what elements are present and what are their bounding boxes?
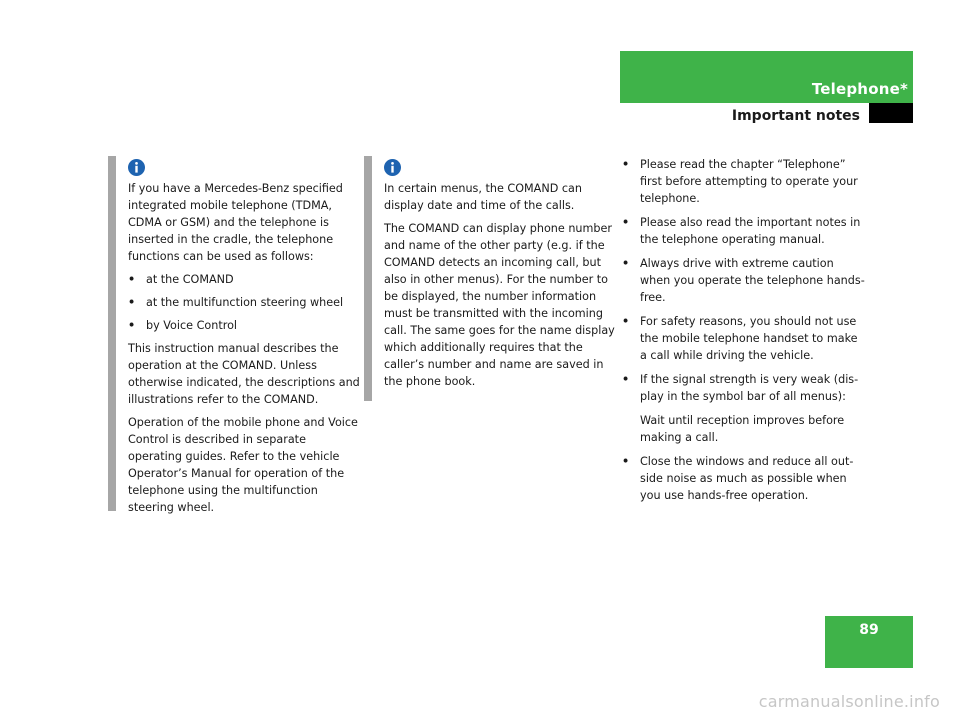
page-number: 89: [859, 622, 879, 638]
info-paragraph: In certain menus, the COMAND can display date and time of the calls.: [384, 182, 582, 212]
section-subtitle: Important notes: [731, 108, 860, 124]
info-icon: [384, 159, 401, 176]
list-item: • at the multifunction steering wheel: [128, 294, 360, 311]
page-number-box: [825, 616, 913, 668]
list-item: • by Voice Control: [128, 317, 360, 334]
info-icon: [128, 159, 145, 176]
list-subparagraph: Wait until reception improves before making a call.: [640, 414, 845, 444]
info-paragraph: The COMAND can display phone number and name of the other party (e.g. if the COMAND detects an incoming call, but also in other menus). For the number to be displayed, the number information must be transmitted with the incoming call. The same goes for the name display which additionally requires that the caller’s number and name are saved in the phone book.: [384, 222, 615, 388]
info-box-middle: [364, 156, 616, 401]
safety-notes-list: [622, 156, 867, 511]
info-paragraph: Operation of the mobile phone and Voice Control is described in separate operating guides. Refer to the vehicle Operator’s Manual for operation of the telephone using the multifunction steering wheel.: [128, 416, 358, 514]
list-item: • For safety reasons, you should not use the mobile telephone handset to make a call while driving the vehicle.: [622, 313, 867, 364]
list-item: • Please also read the important notes in the telephone operating manual.: [622, 214, 867, 248]
list-item: • If the signal strength is very weak (dis-play in the symbol bar of all menus):: [622, 371, 867, 405]
watermark: carmanualsonline.info: [758, 692, 940, 711]
list-item: • at the COMAND: [128, 271, 360, 288]
section-title: Telephone*: [811, 80, 908, 98]
list-item: • Always drive with extreme caution when you operate the telephone hands-free.: [622, 255, 867, 306]
header-black-tab: [869, 103, 913, 123]
list-item: • Close the windows and reduce all out-side noise as much as possible when you use hands-free operation.: [622, 453, 867, 504]
info-box-left: [108, 156, 360, 514]
list-item: • Please read the chapter “Telephone” first before attempting to operate your telephone.: [622, 156, 867, 207]
info-paragraph: This instruction manual describes the operation at the COMAND. Unless otherwise indicated, the descriptions and illustrations refer to the COMAND.: [128, 342, 360, 406]
info-intro: If you have a Mercedes-Benz specified integrated mobile telephone (TDMA, CDMA or GSM) and the telephone is inserted in the cradle, the telephone functions can be used as follows:: [128, 182, 343, 263]
